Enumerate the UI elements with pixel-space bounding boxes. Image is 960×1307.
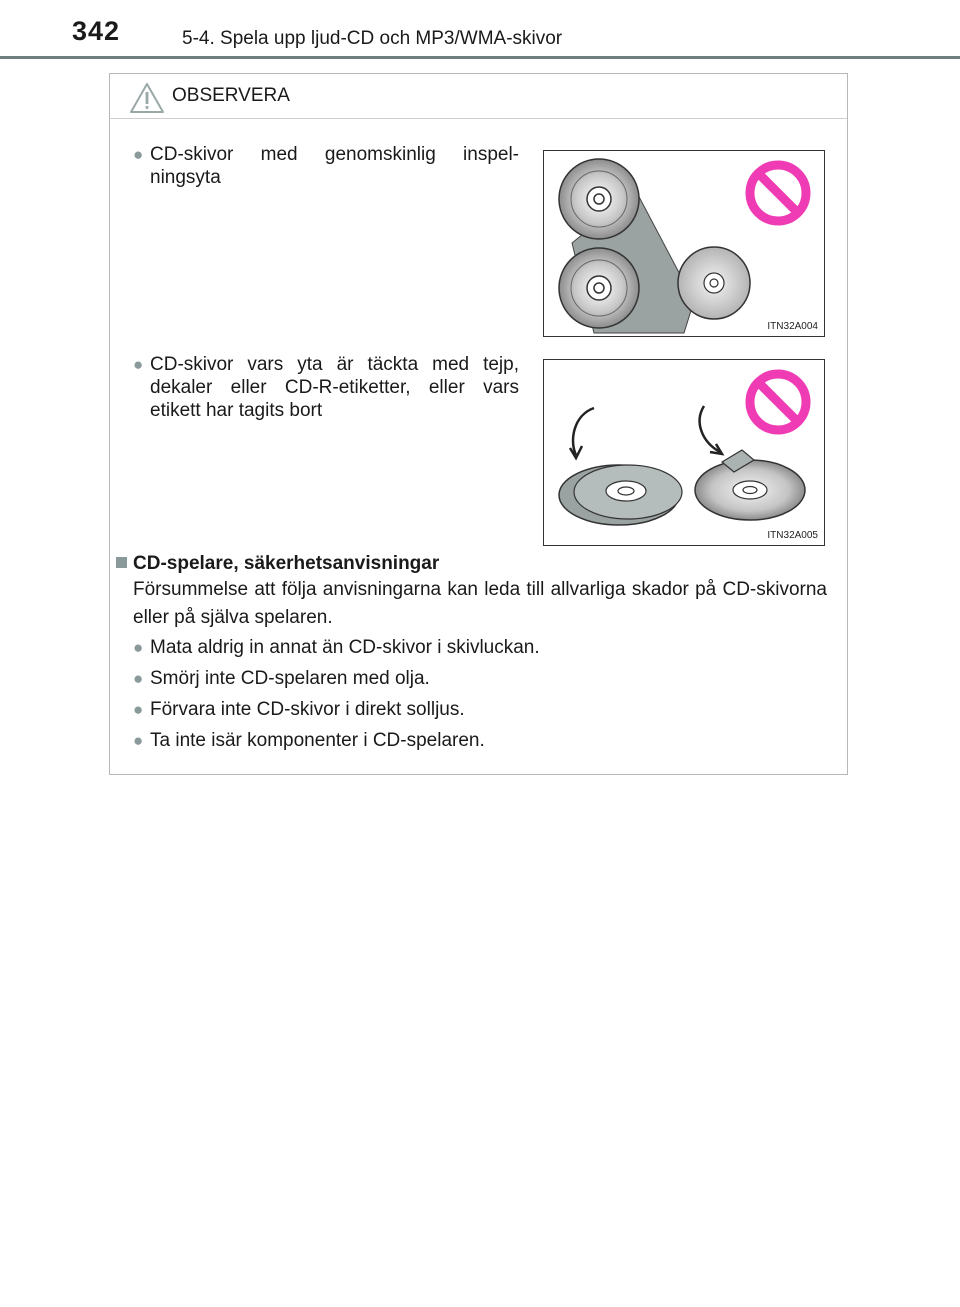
- prohibited-sign-icon: [750, 165, 806, 221]
- bullet-icon: ●: [133, 355, 144, 374]
- section-heading-text: CD-spelare, säkerhetsanvisningar: [133, 553, 440, 574]
- list-item: [133, 698, 833, 729]
- list-item-text: Förvara inte CD-skivor i direkt solljus.: [150, 699, 465, 720]
- chapter-title: 5-4. Spela upp ljud-CD och MP3/WMA-skivor: [182, 28, 563, 49]
- list-item: [133, 729, 833, 760]
- figure-code: ITN32A004: [767, 321, 818, 332]
- section-heading: [116, 553, 439, 575]
- square-bullet-icon: [116, 557, 127, 568]
- figure-code: ITN32A005: [767, 530, 818, 541]
- cd-illustration: [544, 360, 824, 545]
- figure-transparent-cds: [543, 150, 825, 337]
- bullet-icon: ●: [133, 700, 144, 719]
- caution-header: [110, 74, 847, 119]
- list-item-text: Ta inte isär komponenter i CD-spelaren.: [150, 730, 485, 751]
- list-item: [133, 636, 833, 667]
- section-paragraph: Försummelse att följa anvisningarna kan leda till allvarliga skador på CD-skivorna eller på själva spelaren.: [133, 579, 827, 628]
- warning-triangle-icon: [129, 82, 165, 114]
- page-number: 342: [72, 16, 121, 46]
- caution-title: OBSERVERA: [172, 85, 290, 106]
- instruction-list: [133, 636, 833, 760]
- cd-illustration: [544, 151, 824, 336]
- figure-taped-cds: [543, 359, 825, 546]
- prohibited-sign-icon: [750, 374, 806, 430]
- bullet-icon: ●: [133, 669, 144, 688]
- list-item-text: Mata aldrig in annat än CD-skivor i skivluckan.: [150, 637, 540, 658]
- bullet-icon: ●: [133, 145, 144, 164]
- header-divider: [0, 56, 960, 59]
- list-item-text: Smörj inte CD-spelaren med olja.: [150, 668, 430, 689]
- list-item: [133, 667, 833, 698]
- caution-item-text: CD-skivor vars yta är täckta med tejp, dekaler eller CD-R-etiketter, eller vars etikett har tagits bort: [150, 354, 519, 421]
- caution-item-text: CD-skivor med genomskinlig inspel-ningsyta: [150, 144, 519, 188]
- bullet-icon: ●: [133, 731, 144, 750]
- bullet-icon: ●: [133, 638, 144, 657]
